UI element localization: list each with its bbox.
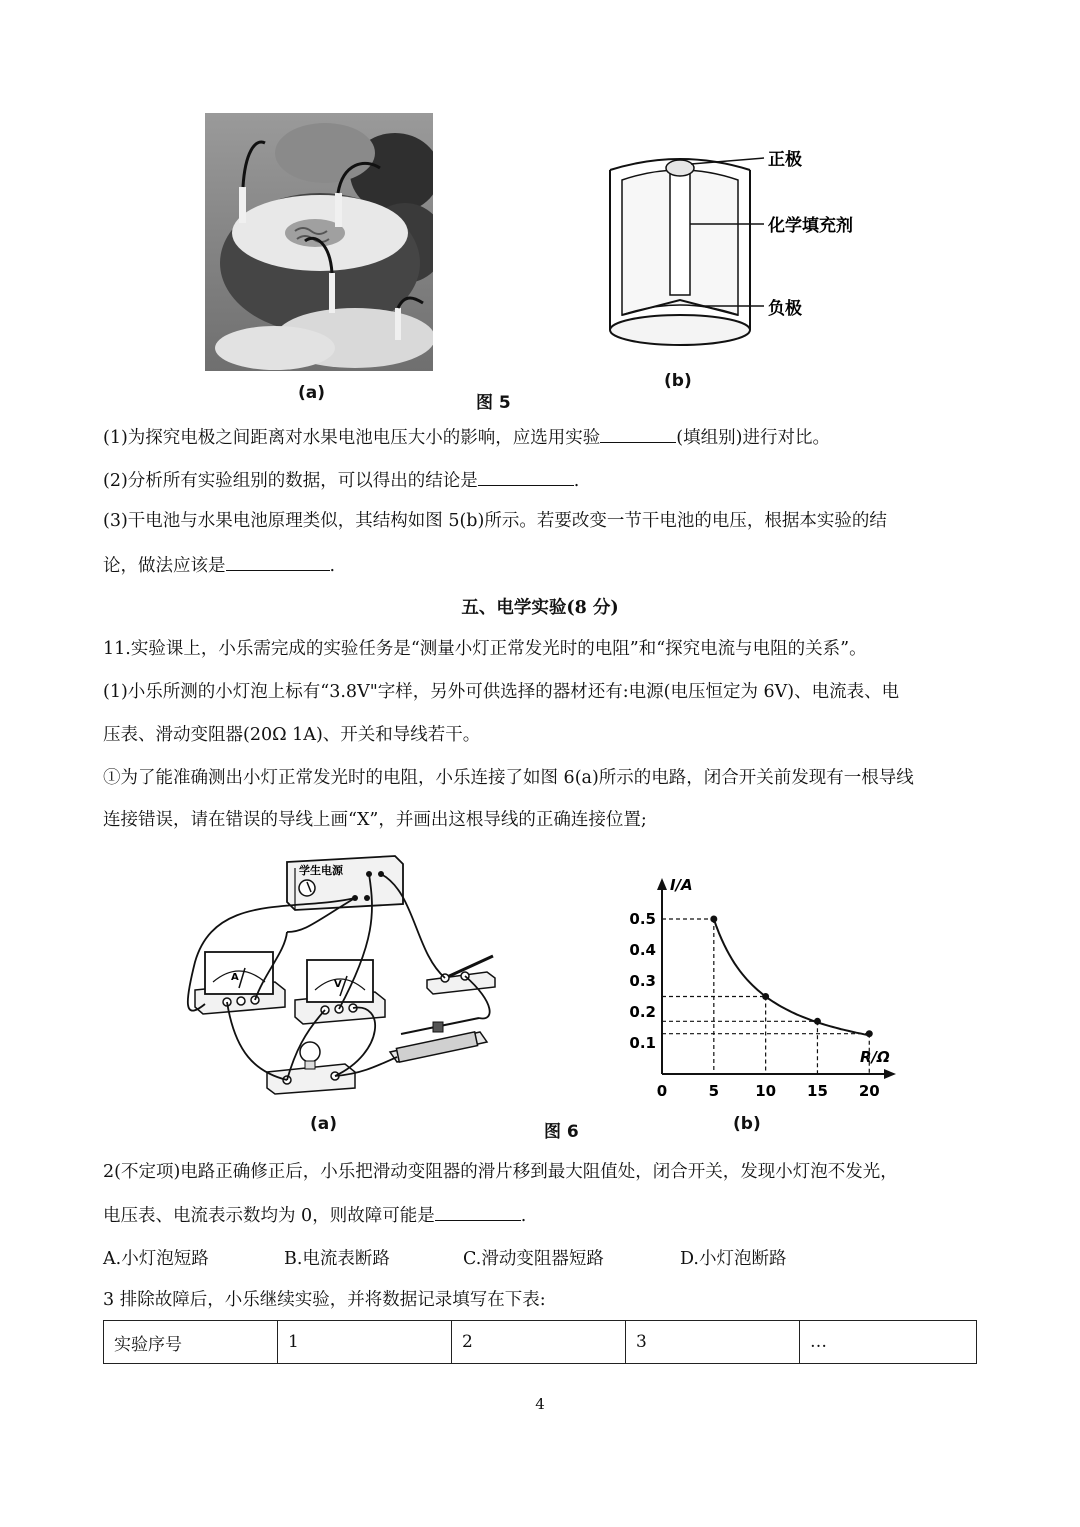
y-tick-label: 0.1	[629, 1034, 656, 1052]
x-tick-label: 15	[807, 1082, 828, 1100]
part3-intro: 3 排除故障后，小乐继续实验，并将数据记录填写在下表:	[103, 1290, 546, 1310]
figure6-title: 图 6	[544, 1122, 579, 1142]
question-1	[103, 424, 830, 450]
figure6-label-a: (a)	[310, 1114, 338, 1134]
current-resistance-chart	[620, 870, 920, 1105]
figure5-label-a: (a)	[298, 383, 326, 403]
option-c[interactable]: C.滑动变阻器短路	[463, 1249, 604, 1269]
voltmeter-symbol: V	[334, 979, 342, 990]
question-3-blank[interactable]	[226, 552, 330, 571]
x-tick-label: 0	[656, 1082, 668, 1100]
table-cell-header: 实验序号	[104, 1321, 278, 1364]
lamp[interactable]	[267, 1042, 355, 1094]
y-tick-label: 0.3	[629, 972, 656, 990]
part2-text: 电压表、电流表示数均为 0，则故障可能是	[103, 1206, 435, 1226]
question-2-blank[interactable]	[478, 467, 574, 486]
question-1-text: (1)为探究电极之间距离对水果电池电压大小的影响，应选用实验	[103, 428, 601, 448]
part2-suffix: .	[520, 1206, 527, 1226]
x-tick-label: 10	[755, 1082, 777, 1100]
question-2-suffix: .	[573, 471, 580, 491]
table-cell[interactable]: 2	[452, 1321, 626, 1364]
page-number: 4	[535, 1395, 545, 1413]
part2-line1: 2(不定项)电路正确修正后，小乐把滑动变阻器的滑片移到最大阻值处，闭合开关，发现小灯泡不发光，	[103, 1162, 898, 1182]
battery-label-filler: 化学填充剂	[768, 216, 853, 236]
q11-part1-line1: (1)小乐所测的小灯泡上标有“3.8V"字样，另外可供选择的器材还有:电源(电压恒定为 6V)、电流表、电	[103, 682, 900, 702]
question-2-text: (2)分析所有实验组别的数据，可以得出的结论是	[103, 471, 478, 491]
y-tick-label: 0.4	[629, 941, 656, 959]
q11-intro: 11.实验课上，小乐需完成的实验任务是“测量小灯正常发光时的电阻”和“探究电流与电阻的关系”。	[103, 639, 867, 659]
x-axis-arrow	[884, 1069, 896, 1079]
part2-blank[interactable]	[435, 1202, 521, 1221]
option-a[interactable]: A.小灯泡短路	[103, 1249, 209, 1269]
x-tick-label: 5	[708, 1082, 720, 1100]
q11-sub1-line1: ①为了能准确测出小灯正常发光时的电阻，小乐连接了如图 6(a)所示的电路，闭合开关前发现有一根导线	[103, 768, 914, 788]
question-1-suffix: (填组别)进行对比。	[676, 428, 830, 448]
power-supply-label: 学生电源	[299, 864, 343, 877]
battery-label-negative: 负极	[768, 299, 802, 319]
rheostat[interactable]	[390, 1018, 487, 1062]
data-point	[866, 1030, 873, 1037]
q11-sub1-line2: 连接错误，请在错误的导线上画“X”，并画出这根导线的正确连接位置;	[103, 810, 647, 830]
switch[interactable]	[427, 956, 495, 994]
data-point	[762, 993, 769, 1000]
option-d[interactable]: D.小灯泡断路	[680, 1249, 787, 1269]
question-1-blank[interactable]	[600, 424, 676, 443]
question-3-line1: (3)干电池与水果电池原理类似，其结构如图 5(b)所示。若要改变一节干电池的电压，根据本实验的结	[103, 511, 887, 531]
battery-label-positive: 正极	[768, 150, 802, 170]
ammeter-symbol: A	[231, 972, 239, 983]
question-2	[103, 467, 579, 493]
figure5-title: 图 5	[476, 393, 511, 413]
x-tick-label: 20	[858, 1082, 880, 1100]
circuit-diagram[interactable]	[175, 852, 525, 1102]
fruit-battery-photo	[205, 113, 433, 371]
part2-line2	[103, 1202, 526, 1228]
table-cell[interactable]: 1	[278, 1321, 452, 1364]
table-cell[interactable]: 3	[626, 1321, 800, 1364]
y-axis-label: I/A	[670, 876, 693, 894]
question-3-line2	[103, 552, 335, 578]
data-table	[103, 1320, 977, 1364]
question-3-suffix: .	[329, 556, 336, 576]
power-supply[interactable]	[287, 856, 403, 910]
y-tick-label: 0.5	[629, 910, 656, 928]
y-axis-arrow	[657, 878, 667, 890]
section-title: 五、电学实验(8 分)	[461, 598, 619, 618]
table-cell[interactable]: …	[800, 1321, 977, 1364]
data-point	[814, 1018, 821, 1025]
ammeter[interactable]	[195, 952, 285, 1014]
option-b[interactable]: B.电流表断路	[284, 1249, 390, 1269]
table-row	[104, 1321, 977, 1364]
figure6-label-b: (b)	[733, 1114, 761, 1134]
dry-cell-diagram	[600, 140, 900, 360]
x-axis-label: R/Ω	[860, 1048, 890, 1066]
data-point	[710, 916, 717, 923]
y-tick-label: 0.2	[629, 1003, 656, 1021]
q11-part1-line2: 压表、滑动变阻器(20Ω 1A)、开关和导线若干。	[103, 725, 481, 745]
question-3-text: 论，做法应该是	[103, 556, 226, 576]
figure5-label-b: (b)	[664, 371, 692, 391]
series-line	[714, 919, 870, 1035]
